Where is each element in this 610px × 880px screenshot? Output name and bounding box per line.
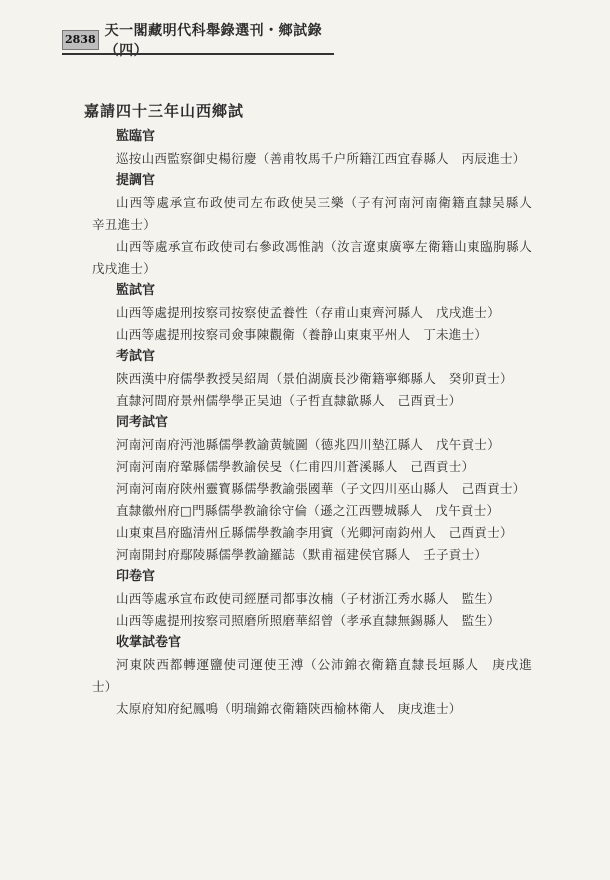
role-title: 考試官	[116, 349, 156, 364]
role-title: 提調官	[116, 173, 156, 188]
official-entry: 河南河南府鞏縣儒學教諭侯旻（仁甫四川蒼溪縣人 己酉貢士）	[116, 459, 475, 474]
official-entry: 山西等處承宣布政使司左布政使吴三樂（子有河南河南衛籍直隸吴縣人 辛丑進士）	[92, 195, 545, 232]
officials-list	[92, 126, 545, 720]
official-entry: 陝西漢中府儒學教授吴紹周（景伯湖廣長沙衛籍寧鄉縣人 癸卯貢士）	[116, 371, 513, 386]
official-entry: 山西等處提刑按察司按察使孟養性（存甫山東齊河縣人 戊戌進士）	[116, 305, 501, 320]
role-title: 監試官	[116, 283, 156, 298]
official-entry: 太原府知府紀鳳鳴（明瑞錦衣衛籍陝西榆林衛人 庚戌進士）	[116, 701, 462, 716]
official-entry: 巡按山西監察御史楊衍慶（善甫牧馬千户所籍江西宜春縣人 丙辰進士）	[116, 151, 526, 166]
role-title: 監臨官	[116, 129, 156, 144]
official-entry: 河南開封府鄢陵縣儒學教諭羅誌（默甫福建侯官縣人 壬子貢士）	[116, 547, 488, 562]
role-title: 收掌試卷官	[116, 635, 182, 650]
official-entry: 山西等處提刑按察司照磨所照磨華紹曾（孝承直隸無錫縣人 監生）	[116, 613, 501, 628]
official-entry: 山西等處提刑按察司僉事陳觀衛（養静山東東平州人 丁未進士）	[116, 327, 488, 342]
official-entry: 河南河南府沔池縣儒學教諭黄毓圖（德兆四川墊江縣人 戊午貢士）	[116, 437, 501, 452]
official-entry: 直隸徽州府□門縣儒學教諭徐守倫（遜之江西豐城縣人 戊午貢士）	[116, 503, 500, 518]
role-title: 同考試官	[116, 415, 169, 430]
section-title: 嘉請四十三年山西鄉試	[84, 102, 245, 120]
running-header	[62, 23, 338, 59]
role-title: 印卷官	[116, 569, 156, 584]
official-entry: 直隸河間府景州儒學學正吴迪（子哲直隸歙縣人 己酉貢士）	[116, 393, 462, 408]
header-rule	[62, 53, 334, 55]
page-number: 2838	[62, 30, 99, 50]
official-entry: 山西等處承宣布政使司右參政馮惟訥（汝言遼東廣寧左衛籍山東臨朐縣人 戊戌進士）	[92, 239, 545, 276]
official-entry: 山東東昌府臨清州丘縣儒學教諭李用賓（光卿河南鈞州人 己酉貢士）	[116, 525, 513, 540]
official-entry: 河東陝西都轉運鹽使司運使王溥（公沛錦衣衛籍直隸長垣縣人 庚戌進士）	[92, 657, 532, 694]
official-entry: 河南河南府陝州靈寳縣儒學教諭張國華（子文四川巫山縣人 己酉貢士）	[116, 481, 526, 496]
book-title: 天一閣藏明代科舉錄選刊・鄉試錄（四）	[104, 23, 323, 59]
official-entry: 山西等處承宣布政使司經歷司都事汝楠（子材浙江秀水縣人 監生）	[116, 591, 501, 606]
